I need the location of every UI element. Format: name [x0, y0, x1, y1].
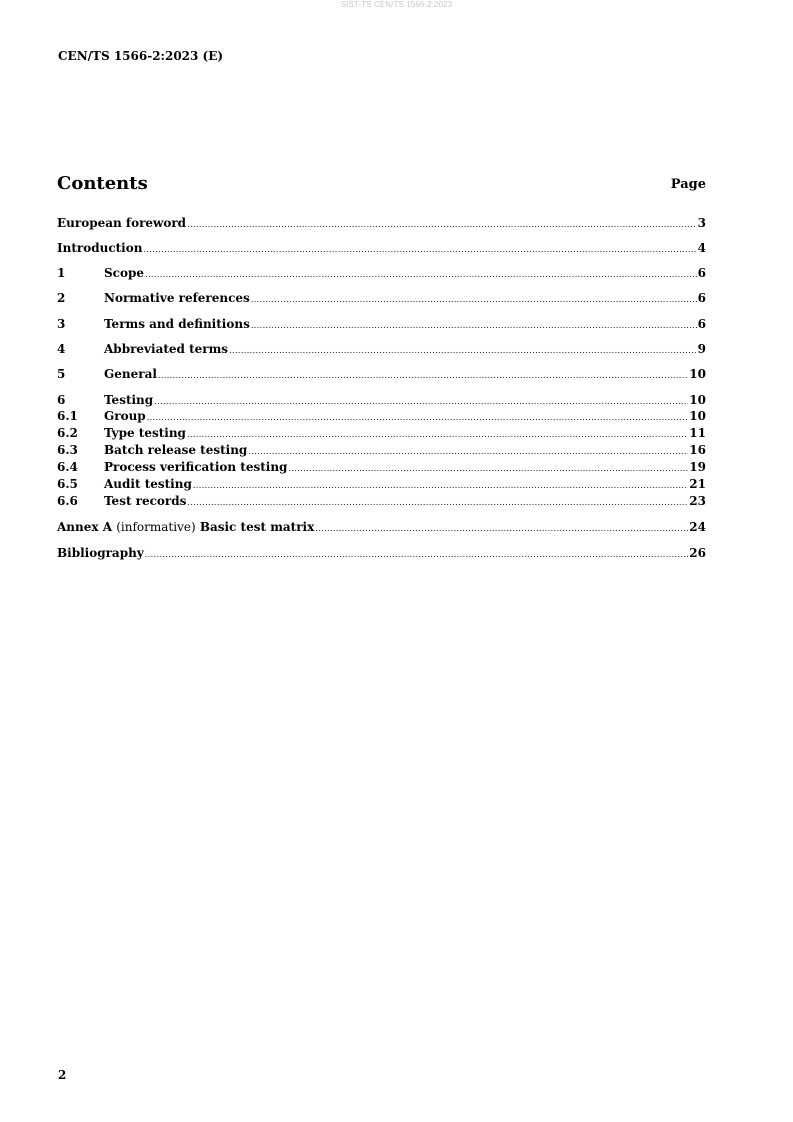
toc-entry-title: Test records — [104, 494, 187, 508]
toc-entry-page: 26 — [689, 546, 706, 560]
toc-leader — [187, 430, 688, 439]
watermark: SIST-TS CEN/TS 1566-2:2023 — [340, 0, 453, 9]
toc-entry-page: 16 — [689, 443, 706, 457]
toc-entry-page: 11 — [689, 426, 706, 440]
toc-entry-page: 6 — [697, 291, 706, 305]
toc-entry-title: Terms and definitions — [104, 317, 250, 331]
toc-entry-number: 6 — [57, 393, 66, 407]
toc-leader — [147, 413, 689, 422]
toc-entry-title: Batch release testing — [104, 443, 248, 457]
toc-entry-page: 10 — [689, 409, 706, 423]
toc-entry-number: 6.2 — [57, 426, 78, 440]
toc-entry-number: 5 — [57, 367, 66, 381]
toc-entry-bibliography[interactable] — [57, 546, 706, 562]
toc-entry-number: 6.6 — [57, 494, 78, 508]
toc-entry-annex-a[interactable] — [57, 520, 706, 536]
toc-entry-title — [57, 520, 314, 534]
toc-entry-title: Group — [104, 409, 146, 423]
toc-entry-scope[interactable] — [57, 266, 706, 282]
toc-entry-title: Abbreviated terms — [104, 342, 229, 356]
toc-entry-audit-testing[interactable] — [57, 477, 706, 493]
toc-entry-number: 2 — [57, 291, 66, 305]
toc-leader — [251, 295, 697, 304]
toc-entry-general[interactable] — [57, 367, 706, 383]
annex-title: Basic test matrix — [199, 520, 315, 534]
toc-entry-process-verification-testing[interactable] — [57, 460, 706, 476]
toc-entry-normative-references[interactable] — [57, 291, 706, 307]
toc-entry-page: 19 — [689, 460, 706, 474]
toc-entry-page: 10 — [689, 393, 706, 407]
toc-entry-number: 6.5 — [57, 477, 78, 491]
toc-leader — [158, 371, 688, 380]
toc-entry-title: Type testing — [104, 426, 186, 440]
page-column-heading: Page — [670, 177, 706, 192]
toc-entry-title: Testing — [104, 393, 154, 407]
toc-entry-introduction[interactable] — [57, 241, 706, 257]
toc-entry-number: 1 — [57, 266, 66, 280]
document-id-header: CEN/TS 1566-2:2023 (E) — [58, 49, 224, 63]
toc-entry-page: 6 — [697, 317, 706, 331]
toc-entry-title: Audit testing — [104, 477, 192, 491]
toc-entry-page: 3 — [697, 216, 706, 230]
toc-entry-title: Normative references — [104, 291, 250, 305]
toc-leader — [288, 464, 688, 473]
toc-leader — [248, 447, 688, 456]
toc-entry-title: European foreword — [57, 216, 187, 230]
toc-entry-title: Scope — [104, 266, 145, 280]
toc-entry-abbreviated-terms[interactable] — [57, 342, 706, 358]
toc-entry-type-testing[interactable] — [57, 426, 706, 442]
toc-entry-test-records[interactable] — [57, 494, 706, 510]
annex-label: Annex A — [57, 520, 113, 534]
toc-entry-page: 24 — [689, 520, 706, 534]
toc-entry-batch-release-testing[interactable] — [57, 443, 706, 459]
toc-entry-european-foreword[interactable] — [57, 216, 706, 232]
toc-leader — [229, 346, 697, 355]
toc-entry-title: Bibliography — [57, 546, 144, 560]
toc-leader — [187, 498, 688, 507]
toc-leader — [193, 481, 688, 490]
contents-heading: Contents — [57, 173, 148, 194]
toc-leader — [145, 550, 689, 559]
toc-leader — [143, 245, 696, 254]
toc-leader — [145, 270, 697, 279]
toc-entry-page: 10 — [689, 367, 706, 381]
toc-entry-page: 9 — [697, 342, 706, 356]
toc-entry-terms-and-definitions[interactable] — [57, 317, 706, 333]
toc-entry-number: 6.1 — [57, 409, 78, 423]
toc-entry-group[interactable] — [57, 409, 706, 425]
toc-leader — [154, 397, 688, 406]
page-number: 2 — [58, 1068, 67, 1082]
toc-entry-page: 21 — [689, 477, 706, 491]
toc-entry-number: 4 — [57, 342, 66, 356]
toc-entry-number: 6.4 — [57, 460, 78, 474]
annex-type: (informative) — [116, 520, 196, 534]
toc-entry-testing[interactable] — [57, 393, 706, 409]
toc-entry-page: 23 — [689, 494, 706, 508]
toc-entry-title: Introduction — [57, 241, 143, 255]
toc-leader — [251, 321, 697, 330]
toc-leader — [187, 220, 697, 229]
toc-entry-page: 6 — [697, 266, 706, 280]
toc-entry-number: 6.3 — [57, 443, 78, 457]
toc-entry-title: General — [104, 367, 157, 381]
toc-entry-title: Process verification testing — [104, 460, 288, 474]
toc-leader — [315, 524, 688, 533]
toc-entry-page: 4 — [697, 241, 706, 255]
toc-entry-number: 3 — [57, 317, 66, 331]
